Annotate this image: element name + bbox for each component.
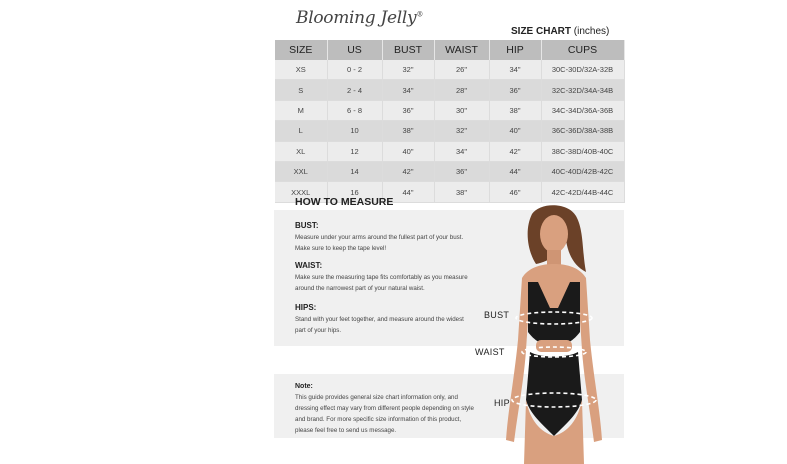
table-cell: 26" — [434, 60, 489, 80]
table-row — [275, 80, 624, 100]
table-cell: 16 — [327, 182, 382, 202]
table-cell: 34C-34D/36A-36B — [541, 100, 624, 120]
table-cell: 36C-36D/38A-38B — [541, 121, 624, 141]
table-cell: 42C-42D/44B-44C — [541, 182, 624, 202]
table-cell: 38" — [382, 121, 434, 141]
table-cell: 28" — [434, 80, 489, 100]
table-cell: 46" — [489, 182, 541, 202]
table-cell: 42" — [382, 161, 434, 181]
table-cell: XXL — [275, 161, 327, 181]
table-row — [275, 161, 624, 181]
column-header: CUPS — [541, 40, 624, 60]
table-row — [275, 141, 624, 161]
table-cell: 12 — [327, 141, 382, 161]
table-cell: 38C-38D/40B-40C — [541, 141, 624, 161]
model-figure-illustration — [470, 200, 630, 464]
table-cell: 30" — [434, 100, 489, 120]
table-cell: S — [275, 80, 327, 100]
table-cell: 32" — [434, 121, 489, 141]
table-cell: 34" — [489, 60, 541, 80]
table-cell: 36" — [489, 80, 541, 100]
table-cell: 32" — [382, 60, 434, 80]
column-header: BUST — [382, 40, 434, 60]
table-cell: 40" — [489, 121, 541, 141]
table-cell: XL — [275, 141, 327, 161]
bust-figure-label: BUST — [484, 310, 510, 320]
face-shape — [540, 215, 568, 253]
column-header: US — [327, 40, 382, 60]
table-cell: 34" — [434, 141, 489, 161]
how-to-measure-title: HOW TO MEASURE — [295, 196, 394, 208]
hips-heading: HIPS: — [295, 303, 317, 312]
table-cell: 40" — [382, 141, 434, 161]
brand-logo: Blooming Jelly® — [296, 8, 424, 28]
table-cell: XS — [275, 60, 327, 80]
table-cell: 36" — [382, 100, 434, 120]
hips-text: Stand with your feet together, and measure around the widest part of your hips. — [295, 316, 464, 334]
table-cell: 44" — [382, 182, 434, 202]
bust-instruction — [295, 220, 475, 254]
size-chart-unit: (inches) — [573, 26, 610, 37]
table-header-row — [275, 40, 624, 60]
table-cell: 42" — [489, 141, 541, 161]
bust-heading: BUST: — [295, 221, 319, 230]
note-text: This guide provides general size chart information only, and dressing effect may vary from different people depending on style and brand. For more specific size information of this product, please feel free to send us message. — [295, 394, 474, 434]
hips-instruction — [295, 302, 475, 336]
table-row — [275, 121, 624, 141]
waist-figure-label: WAIST — [475, 347, 505, 357]
table-cell: 0 - 2 — [327, 60, 382, 80]
column-header: WAIST — [434, 40, 489, 60]
table-cell: 38" — [434, 182, 489, 202]
waist-instruction — [295, 260, 475, 294]
neck-shape — [547, 250, 561, 266]
brand-name: Blooming Jelly — [296, 8, 417, 28]
table-cell: 6 - 8 — [327, 100, 382, 120]
table-cell: 2 - 4 — [327, 80, 382, 100]
waist-heading: WAIST: — [295, 261, 323, 270]
table-row — [275, 100, 624, 120]
size-chart-table — [275, 40, 625, 203]
table-cell: 44" — [489, 161, 541, 181]
table-cell: 38" — [489, 100, 541, 120]
table-cell: 36" — [434, 161, 489, 181]
table-cell: 10 — [327, 121, 382, 141]
hip-figure-label: HIP — [494, 398, 510, 408]
size-chart-title — [511, 26, 609, 37]
table-cell: 40C-40D/42B-42C — [541, 161, 624, 181]
bust-text: Measure under your arms around the fullest part of your bust. Make sure to keep the tape level! — [295, 234, 464, 252]
table-cell: XXXL — [275, 182, 327, 202]
size-chart-title-text: SIZE CHART — [511, 26, 571, 37]
column-header: SIZE — [275, 40, 327, 60]
waist-cutout — [536, 340, 572, 352]
table-row — [275, 60, 624, 80]
note-heading: Note: — [295, 383, 313, 390]
column-header: HIP — [489, 40, 541, 60]
table-cell: 32C-32D/34A-34B — [541, 80, 624, 100]
waist-text: Make sure the measuring tape fits comfortably as you measure around the narrowest part of your natural waist. — [295, 274, 468, 292]
table-cell: 30C-30D/32A-32B — [541, 60, 624, 80]
table-cell: L — [275, 121, 327, 141]
note — [295, 381, 475, 436]
table-cell: M — [275, 100, 327, 120]
table-cell: 34" — [382, 80, 434, 100]
table-cell: 14 — [327, 161, 382, 181]
